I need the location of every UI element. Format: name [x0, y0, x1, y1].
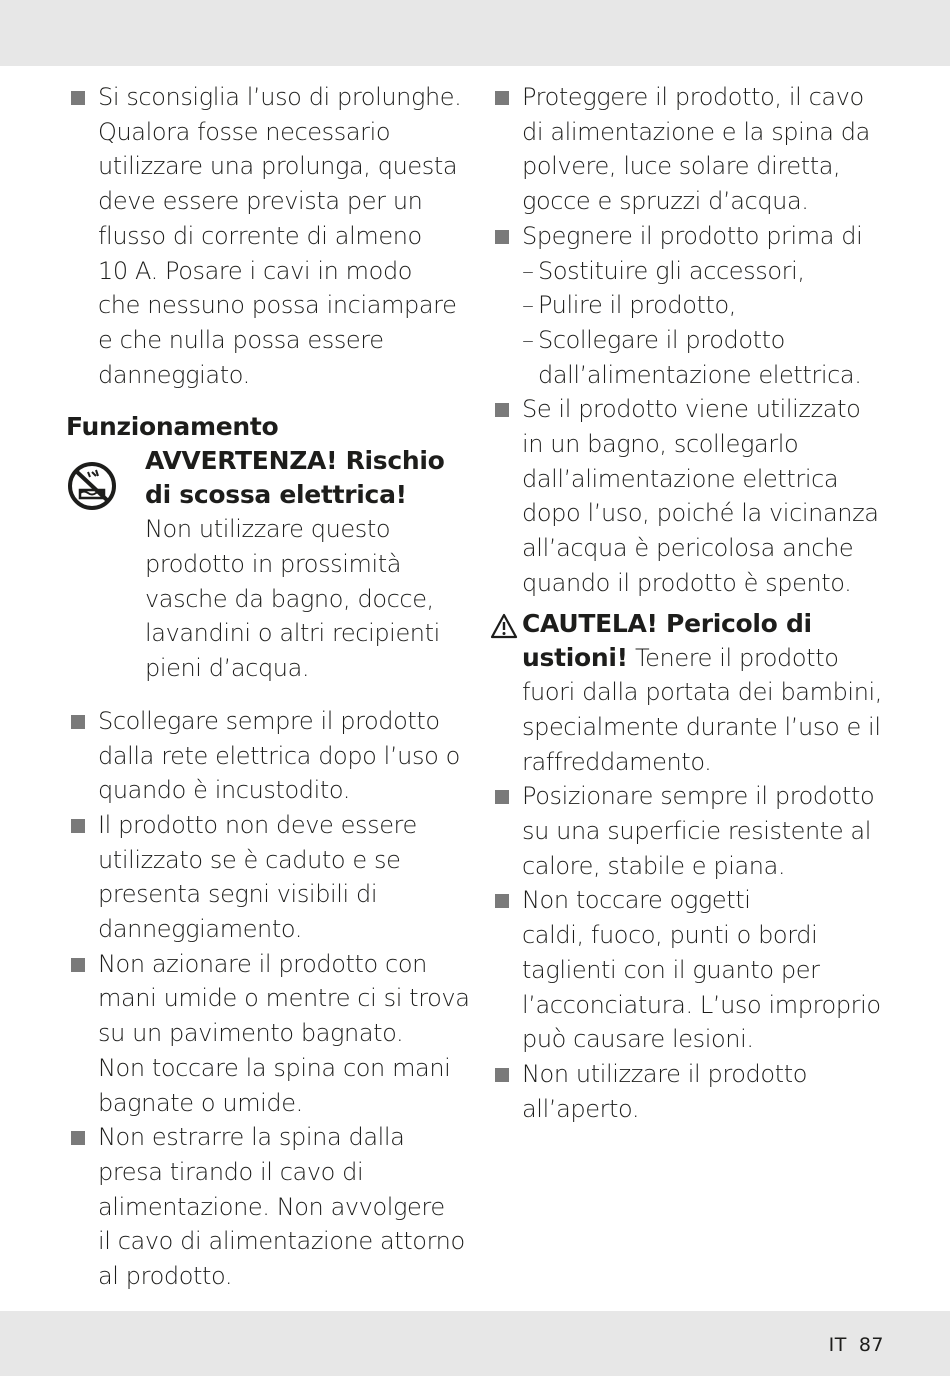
text-line: Qualora fosse necessario [98, 117, 391, 146]
right-column [490, 80, 890, 1126]
text-line: Non azionare il prodotto con [98, 949, 427, 978]
text-line: fuori dalla portata dei bambini, [522, 678, 882, 707]
page-number: 87 [858, 1334, 884, 1356]
text-line: raffreddamento. [522, 747, 712, 776]
text-line: Posizionare sempre il prodotto [522, 782, 875, 811]
caution-title: CAUTELA! Pericolo di [522, 608, 812, 638]
text-line: che nessuno possa inciampare [98, 291, 457, 320]
text-line: taglienti con il guanto per [522, 955, 820, 984]
text-line: Non utilizzare questo [145, 515, 391, 544]
bullet-disconnect [66, 704, 470, 808]
dash-mark: – [522, 256, 534, 285]
text-line: Spegnere il prodotto prima di [522, 221, 863, 250]
text-line: il cavo di alimentazione attorno [98, 1227, 465, 1256]
text-line: alimentazione. Non avvolgere [98, 1192, 445, 1221]
left-column [66, 80, 470, 1294]
caution-text: Tenere il prodotto [627, 643, 839, 672]
bullet-square-icon [495, 91, 509, 105]
bottom-band [0, 1311, 950, 1376]
text-line: Si sconsiglia l’uso di prolunghe. [98, 83, 462, 111]
text-line: quando è incustodito. [98, 776, 350, 805]
text-line: deve essere prevista per un [98, 187, 423, 216]
bullet-bathroom [490, 392, 890, 600]
bullet-square-icon [495, 894, 509, 908]
text-line: dall’alimentazione elettrica. [538, 360, 862, 389]
bullet-hot-objects [490, 883, 890, 1057]
text-line: utilizzare una prolunga, questa [98, 152, 458, 181]
bullet-square-icon [71, 1131, 85, 1145]
text-line: Sostituire gli accessori, [538, 256, 805, 285]
dash-mark: – [522, 325, 534, 354]
caution-block [490, 607, 890, 780]
bullet-square-icon [71, 958, 85, 972]
dash-item-clean [490, 288, 890, 323]
top-band [0, 0, 950, 66]
text-line: dopo l’uso, poiché la vicinanza [522, 499, 879, 528]
text-line: Se il prodotto viene utilizzato [522, 395, 861, 424]
bullet-outdoor [490, 1057, 890, 1126]
text-line: mani umide o mentre ci si trova [98, 984, 470, 1013]
section-heading: Funzionamento [66, 412, 279, 442]
page-footer [829, 1334, 884, 1356]
text-line: vasche da bagno, docce, [145, 584, 434, 613]
bullet-protect [490, 80, 890, 219]
text-line [522, 641, 890, 676]
text-line: 10 A. Posare i cavi in modo [98, 256, 413, 285]
text-line: l’acconciatura. L’uso improprio [522, 990, 881, 1019]
text-line: gocce e spruzzi d’acqua. [522, 187, 809, 216]
text-line: polvere, luce solare diretta, [522, 152, 841, 181]
bullet-square-icon [495, 230, 509, 244]
text-line: all’acqua è pericolosa anche [522, 534, 854, 563]
text-line: danneggiamento. [98, 915, 302, 944]
text-line: Non toccare oggetti [522, 886, 751, 915]
dash-mark: – [522, 291, 534, 320]
text-line: Non utilizzare il prodotto [522, 1059, 807, 1088]
text-line: flusso di corrente di almeno [98, 221, 422, 250]
warning-triangle-icon [490, 613, 518, 639]
text-line: specialmente durante l’uso e il [522, 712, 881, 741]
text-line: dall’alimentazione elettrica [522, 464, 839, 493]
text-line: Scollegare il prodotto [538, 325, 785, 354]
text-line: di alimentazione e la spina da [522, 117, 870, 146]
bullet-square-icon [71, 715, 85, 729]
text-line: in un bagno, scollegarlo [522, 430, 799, 459]
text-line: all’aperto. [522, 1094, 640, 1123]
text-line: al prodotto. [98, 1262, 233, 1291]
text-line: e che nulla possa essere [98, 325, 384, 354]
text-line: danneggiato. [98, 360, 250, 389]
text-line: su un pavimento bagnato. [98, 1019, 404, 1048]
bullet-switch-off [490, 219, 890, 254]
text-line: caldi, fuoco, punti o bordi [522, 921, 818, 950]
text-line: Scollegare sempre il prodotto [98, 706, 440, 735]
warning-block [66, 444, 470, 686]
bullet-plug-cable [66, 1120, 470, 1294]
bullet-surface [490, 779, 890, 883]
text-line: presa tirando il cavo di [98, 1157, 364, 1186]
bullet-square-icon [495, 790, 509, 804]
text-line: lavandini o altri recipienti [145, 619, 440, 648]
text-line: Il prodotto non deve essere [98, 810, 417, 839]
bullet-wet-hands [66, 947, 470, 1121]
dash-item-accessories [490, 254, 890, 289]
text-line: Non toccare la spina con mani [98, 1053, 451, 1082]
text-line: prodotto in prossimità [145, 550, 402, 579]
text-line: su una superficie resistente al [522, 817, 872, 846]
language-code: IT [828, 1334, 847, 1356]
text-line: calore, stabile e piana. [522, 851, 786, 880]
bullet-square-icon [71, 819, 85, 833]
text-line: dalla rete elettrica dopo l’uso o [98, 741, 460, 770]
bullet-extension-cords [66, 80, 470, 392]
caution-title-cont: ustioni! [522, 642, 628, 672]
text-line: Proteggere il prodotto, il cavo [522, 83, 864, 111]
text-line: presenta segni visibili di [98, 880, 378, 909]
bullet-dropped [66, 808, 470, 947]
text-line: Pulire il prodotto, [538, 291, 737, 320]
text-line: quando il prodotto è spento. [522, 568, 852, 597]
warning-title-line: di scossa elettrica! [145, 480, 407, 510]
warning-title-line: AVVERTENZA! Rischio [145, 446, 445, 476]
text-line: utilizzato se è caduto e se [98, 845, 401, 874]
no-water-bath-icon [66, 460, 118, 512]
bullet-square-icon [495, 403, 509, 417]
text-line: bagnate o umide. [98, 1088, 303, 1117]
bullet-square-icon [495, 1068, 509, 1082]
text-line: Non estrarre la spina dalla [98, 1123, 405, 1152]
text-line: pieni d’acqua. [145, 654, 310, 683]
text-line: può causare lesioni. [522, 1025, 754, 1054]
dash-item-disconnect [490, 323, 890, 392]
bullet-square-icon [71, 91, 85, 105]
